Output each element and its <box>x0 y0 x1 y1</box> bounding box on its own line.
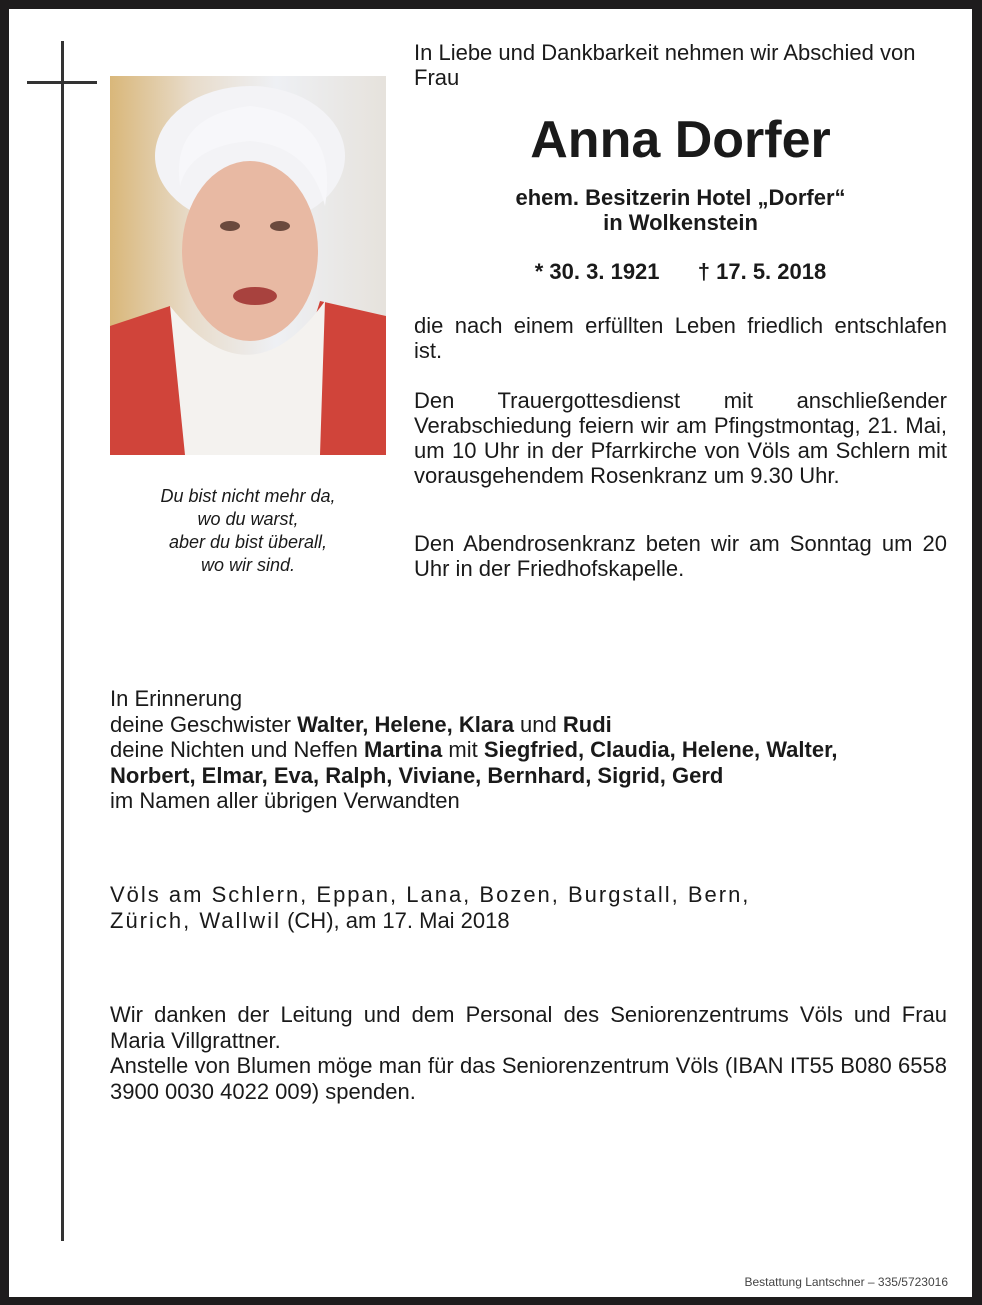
mourners-line: Norbert, Elmar, Eva, Ralph, Viviane, Bernhard, Sigrid, Gerd <box>110 762 724 788</box>
text: deine Nichten und Neffen <box>110 737 364 762</box>
paragraph-service: Den Trauergottesdienst mit anschließender Verabschiedung feiern wir am Pfingstmontag, 21. Mai, um 10 Uhr in der Pfarrkirche von Völs am Schlern mit vorausgehendem Rosenkranz um 9.30 Uhr. <box>414 388 947 488</box>
names: Rudi <box>562 711 612 737</box>
names: Martina <box>364 737 443 762</box>
quote-line: wo wir sind. <box>200 555 296 575</box>
cross-icon <box>61 41 64 1241</box>
places-line: Völs am Schlern, Eppan, Lana, Bozen, Burgstall, Bern, <box>110 882 751 907</box>
thanks-paragraph: Wir danken der Leitung und dem Personal des Seniorenzentrums Völs und Frau Maria Villgrattner. <box>110 1002 947 1053</box>
mourners-line <box>110 737 947 763</box>
donation-paragraph: Anstelle von Blumen möge man für das Seniorenzentrum Völs (IBAN IT55 B080 6558 3900 0030 4022 009) spenden. <box>110 1053 947 1104</box>
memorial-quote <box>110 485 386 577</box>
names: Siegfried, Claudia, Helene, Walter, <box>483 737 838 762</box>
birth-date: * 30. 3. 1921 <box>534 259 660 284</box>
deceased-name: Anna Dorfer <box>530 111 831 169</box>
text: Zürich, Wallwil <box>110 907 281 933</box>
names: Walter, Helene, Klara <box>297 711 514 737</box>
mourners-line: im Namen aller übrigen Verwandten <box>110 788 460 813</box>
text: und <box>513 711 563 737</box>
quote-line: aber du bist überall, <box>168 532 328 552</box>
subtitle-line2: in Wolkenstein <box>603 210 758 235</box>
intro-text: In Liebe und Dankbarkeit nehmen wir Abschied von Frau <box>414 40 916 90</box>
cross-icon-bar <box>27 81 97 84</box>
quote-line: wo du warst, <box>197 509 299 529</box>
paragraph-rosary: Den Abendrosenkranz beten wir am Sonntag um 20 Uhr in der Friedhofskapelle. <box>414 531 947 581</box>
death-date: † 17. 5. 2018 <box>697 259 827 284</box>
text: mit <box>442 737 484 762</box>
mourners-block <box>110 686 947 814</box>
subtitle-line1: ehem. Besitzerin Hotel „Dorfer“ <box>515 185 846 210</box>
dates <box>414 259 947 284</box>
mourners-line <box>110 712 947 738</box>
text: deine Geschwister <box>110 711 298 737</box>
funeral-home-credit: Bestattung Lantschner – 335/5723016 <box>744 1275 948 1289</box>
text: (CH), am 17. Mai 2018 <box>280 907 510 933</box>
portrait-photo <box>110 76 386 455</box>
quote-line: Du bist nicht mehr da, <box>160 486 336 506</box>
mourners-line: In Erinnerung <box>110 686 243 711</box>
paragraph-passed: die nach einem erfüllten Leben friedlich entschlafen ist. <box>414 313 947 363</box>
places-line <box>110 908 947 934</box>
places-block <box>110 882 947 933</box>
obituary-page <box>9 9 972 1297</box>
